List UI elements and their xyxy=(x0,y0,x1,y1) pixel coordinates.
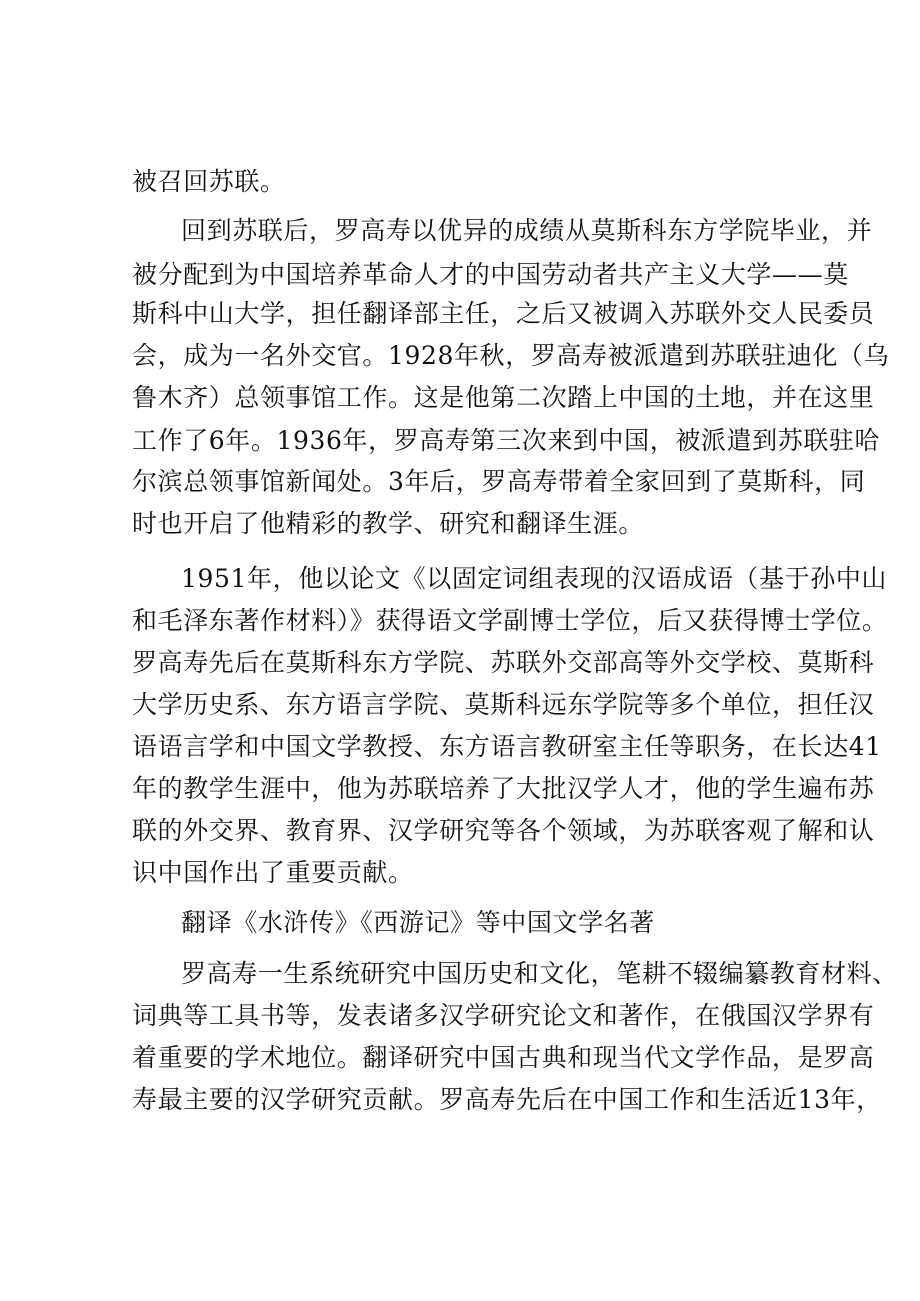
paragraph-line: 寿最主要的汉学研究贡献。罗高寿先后在中国工作和生活近13年， xyxy=(132,1085,882,1114)
section-heading: 翻译《水浒传》《西游记》等中国文学名著 xyxy=(181,908,655,937)
paragraph-line: 时也开启了他精彩的教学、研究和翻译生涯。 xyxy=(132,509,645,538)
paragraph-line: 斯科中山大学，担任翻译部主任，之后又被调入苏联外交人民委员 xyxy=(132,299,875,328)
paragraph-line: 罗高寿先后在莫斯科东方学院、苏联外交部高等外交学校、莫斯科 xyxy=(132,648,875,677)
paragraph-line: 回到苏联后，罗高寿以优异的成绩从莫斯科东方学院毕业，并 xyxy=(181,216,873,245)
paragraph-line: 1951年，他以论文《以固定词组表现的汉语成语（基于孙中山 xyxy=(181,564,888,593)
paragraph-line: 联的外交界、教育界、汉学研究等各个领域，为苏联客观了解和认 xyxy=(132,816,875,845)
paragraph-line: 大学历史系、东方语言学院、莫斯科远东学院等多个单位，担任汉 xyxy=(132,690,875,719)
paragraph-line: 工作了6年。1936年，罗高寿第三次来到中国，被派遣到苏联驻哈 xyxy=(132,426,881,455)
paragraph-line: 鲁木齐）总领事馆工作。这是他第二次踏上中国的土地，并在这里 xyxy=(132,383,875,412)
paragraph-line: 和毛泽东著作材料）》获得语文学副博士学位，后又获得博士学位。 xyxy=(132,606,888,635)
paragraph-line: 罗高寿一生系统研究中国历史和文化，笔耕不辍编纂教育材料、 xyxy=(181,959,898,988)
paragraph-line: 被召回苏联。 xyxy=(132,167,286,196)
paragraph-line: 语语言学和中国文学教授、东方语言教研室主任等职务，在长达41 xyxy=(132,732,882,761)
paragraph-line: 尔滨总领事馆新闻处。3年后，罗高寿带着全家回到了莫斯科，同 xyxy=(132,467,866,496)
paragraph-line: 词典等工具书等，发表诸多汉学研究论文和著作，在俄国汉学界有 xyxy=(132,1001,875,1030)
paragraph-line: 年的教学生涯中，他为苏联培养了大批汉学人才，他的学生遍布苏 xyxy=(132,774,875,803)
paragraph-line: 被分配到为中国培养革命人才的中国劳动者共产主义大学——莫 xyxy=(132,260,849,289)
paragraph-line: 会，成为一名外交官。1928年秋，罗高寿被派遣到苏联驻迪化（乌 xyxy=(132,341,890,370)
paragraph-line: 着重要的学术地位。翻译研究中国古典和现当代文学作品，是罗高 xyxy=(132,1043,875,1072)
paragraph-line: 识中国作出了重要贡献。 xyxy=(132,858,414,887)
